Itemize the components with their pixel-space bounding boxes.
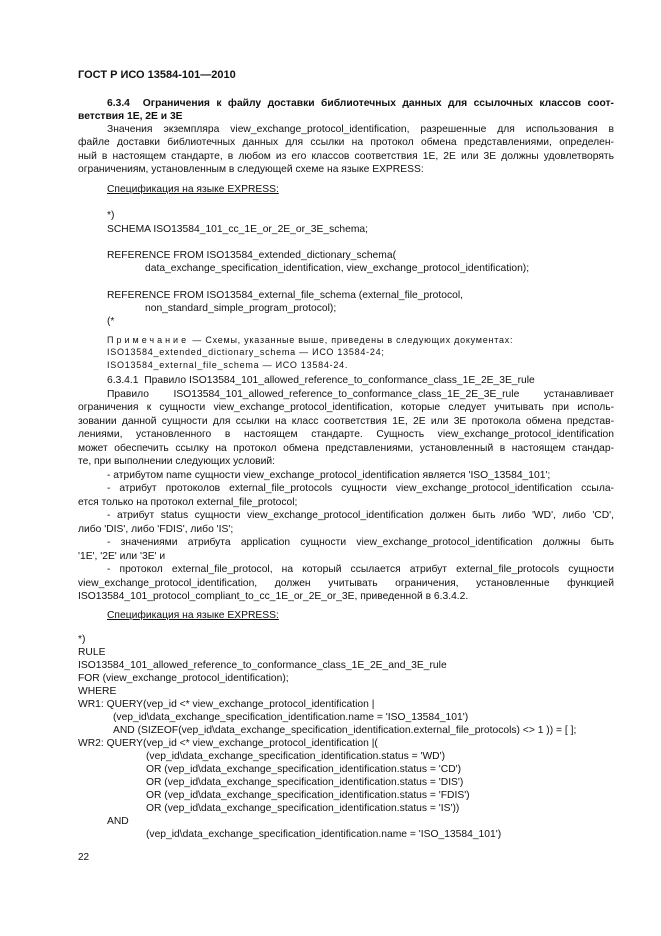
express-code-line: *)	[107, 210, 115, 222]
section-heading-line: 6.3.4 Ограничения к файлу доставки библиотечных данных для ссылочных классов соот-	[107, 97, 614, 109]
note-line: ISO13584_extended_dictionary_schema — ИСО 13584-24;	[107, 347, 385, 358]
express-code-line: non_standard_simple_program_protocol);	[145, 302, 337, 314]
rule-paragraph-line: Правило ISO13584_101_allowed_reference_to_conformance_class_1E_2E_3E_rule устанавливает	[107, 388, 614, 400]
condition-item	[78, 536, 614, 563]
condition-line: либо 'DIS', либо 'FDIS', либо 'IS';	[78, 523, 234, 535]
express-spec-label	[78, 609, 614, 622]
condition-line: - значениями атрибута application сущности view_exchange_protocol_identification должны быть	[107, 537, 614, 549]
rule-paragraph-line: те, при выполнении следующих условий:	[78, 456, 276, 468]
condition-line: - протокол external_file_protocol, на который ссылается атрибут external_file_protocols сущности	[107, 564, 614, 576]
express-code-line: REFERENCE FROM ISO13584_extended_dictionary_schema(	[107, 249, 397, 261]
express-code-line: AND	[107, 815, 129, 827]
paragraph-line: ный в настоящем стандарте, в любом из его классов соответствия 1E, 2E или 3E должны удовлетворять	[78, 150, 614, 162]
express-code-line: WR1: QUERY(vep_id <* view_exchange_protocol_identification |	[78, 698, 375, 710]
express-code-line: (vep_id\data_exchange_specification_identification.name = 'ISO_13584_101')	[113, 711, 469, 723]
note-text: — Схемы, указанные выше, приведены в следующих документах:	[192, 334, 514, 345]
page-number: 22	[78, 851, 90, 863]
express-code-line: ISO13584_101_allowed_reference_to_conformance_class_1E_2E_and_3E_rule	[78, 659, 447, 671]
express-code-line: OR (vep_id\data_exchange_specification_identification.status = 'DIS')	[146, 776, 464, 788]
express-code-line: OR (vep_id\data_exchange_specification_identification.status = 'FDIS')	[146, 789, 470, 801]
condition-item	[78, 482, 614, 509]
rule-code-block	[78, 633, 614, 841]
express-code-line: FOR (view_exchange_protocol_identification);	[78, 672, 289, 684]
express-code-line: REFERENCE FROM ISO13584_external_file_schema (external_file_protocol,	[107, 289, 463, 301]
condition-item	[78, 563, 614, 604]
express-code-line: AND (SIZEOF(vep_id\data_exchange_specification_identification.external_file_protocols) <> 1 )) = [ ];	[113, 724, 577, 736]
rule-paragraph-line: ограничения к сущности view_exchange_protocol_identification, которые следует учитывать при исполь-	[78, 402, 614, 414]
express-code-line: WHERE	[78, 685, 117, 697]
condition-line: '1E', '2E' или '3E' и	[78, 550, 166, 562]
condition-line: - атрибут протоколов external_file_protocols сущности view_exchange_protocol_identification ссыла-	[107, 483, 614, 495]
express-spec-label-text: Спецификация на языке EXPRESS:	[107, 610, 279, 622]
express-spec-label	[78, 183, 614, 196]
rule-paragraph-line: лениями, установленного в настоящем стандарте. Сущность view_exchange_protocol_identification	[78, 429, 614, 441]
intro-paragraph	[78, 123, 614, 177]
paragraph-line: ограничениям, установленным в следующей схеме на языке EXPRESS:	[78, 164, 424, 176]
express-code-line: SCHEMA ISO13584_101_cc_1E_or_2E_or_3E_schema;	[107, 223, 369, 235]
paragraph-line: файле доставки библиотечных данных для ссылки на протокол обмена представлениями, определен-	[78, 137, 614, 149]
condition-line: - атрибут status сущности view_exchange_protocol_identification должен быть либо 'WD', либо 'CD',	[107, 510, 614, 522]
condition-item	[78, 469, 614, 483]
express-code-line: data_exchange_specification_identification, view_exchange_protocol_identification);	[145, 263, 530, 275]
rule-paragraph-line: зовании данной сущности для ссылки на класс соответствия 1E, 2E или 3E протокола обмена представ-	[78, 415, 614, 427]
note-line	[107, 334, 614, 347]
express-code-line: (vep_id\data_exchange_specification_identification.name = 'ISO_13584_101')	[146, 828, 502, 840]
condition-line: ется только на протокол external_file_protocol;	[78, 496, 298, 508]
condition-line: ISO13584_101_protocol_compliant_to_cc_1E_or_2E_or_3E, приведенной в 6.3.4.2.	[78, 591, 469, 603]
express-code-line: OR (vep_id\data_exchange_specification_identification.status = 'IS'))	[146, 802, 460, 814]
note-line: ISO13584_external_file_schema — ИСО 13584-24.	[107, 360, 349, 371]
schema-code-block	[78, 209, 614, 328]
rule-section	[78, 374, 614, 604]
section-heading-line: ветствия 1E, 2E и 3E	[78, 110, 183, 122]
paragraph-line: Значения экземпляра view_exchange_protocol_identification, разрешенные для использования в	[107, 124, 614, 135]
express-code-line: OR (vep_id\data_exchange_specification_identification.status = 'CD')	[146, 763, 462, 775]
express-code-line: WR2: QUERY(vep_id <* view_exchange_protocol_identification |(	[78, 737, 378, 749]
express-spec-label-text: Спецификация на языке EXPRESS:	[107, 184, 279, 196]
note-label: Примечание	[107, 334, 190, 345]
standard-header: ГОСТ Р ИСО 13584-101—2010	[78, 69, 236, 81]
express-code-line: (vep_id\data_exchange_specification_identification.status = 'WD')	[146, 750, 445, 762]
express-code-line: (*	[107, 315, 115, 327]
rule-heading: 6.3.4.1 Правило ISO13584_101_allowed_reference_to_conformance_class_1E_2E_3E_rule	[107, 375, 535, 387]
section-heading	[78, 97, 614, 124]
condition-item	[78, 509, 614, 536]
condition-line: - атрибутом name сущности view_exchange_protocol_identification является 'ISO_13584_101';	[107, 469, 551, 481]
express-code-line: RULE	[78, 646, 106, 658]
rule-paragraph-line: может обеспечить ссылку на протокол обмена представлениями, установленный в настоящем стандар-	[78, 442, 614, 454]
express-code-line: *)	[78, 633, 86, 645]
note-block	[78, 334, 614, 372]
condition-line: view_exchange_protocol_identification, должен учитывать ограничения, установленные функцией	[78, 577, 614, 589]
